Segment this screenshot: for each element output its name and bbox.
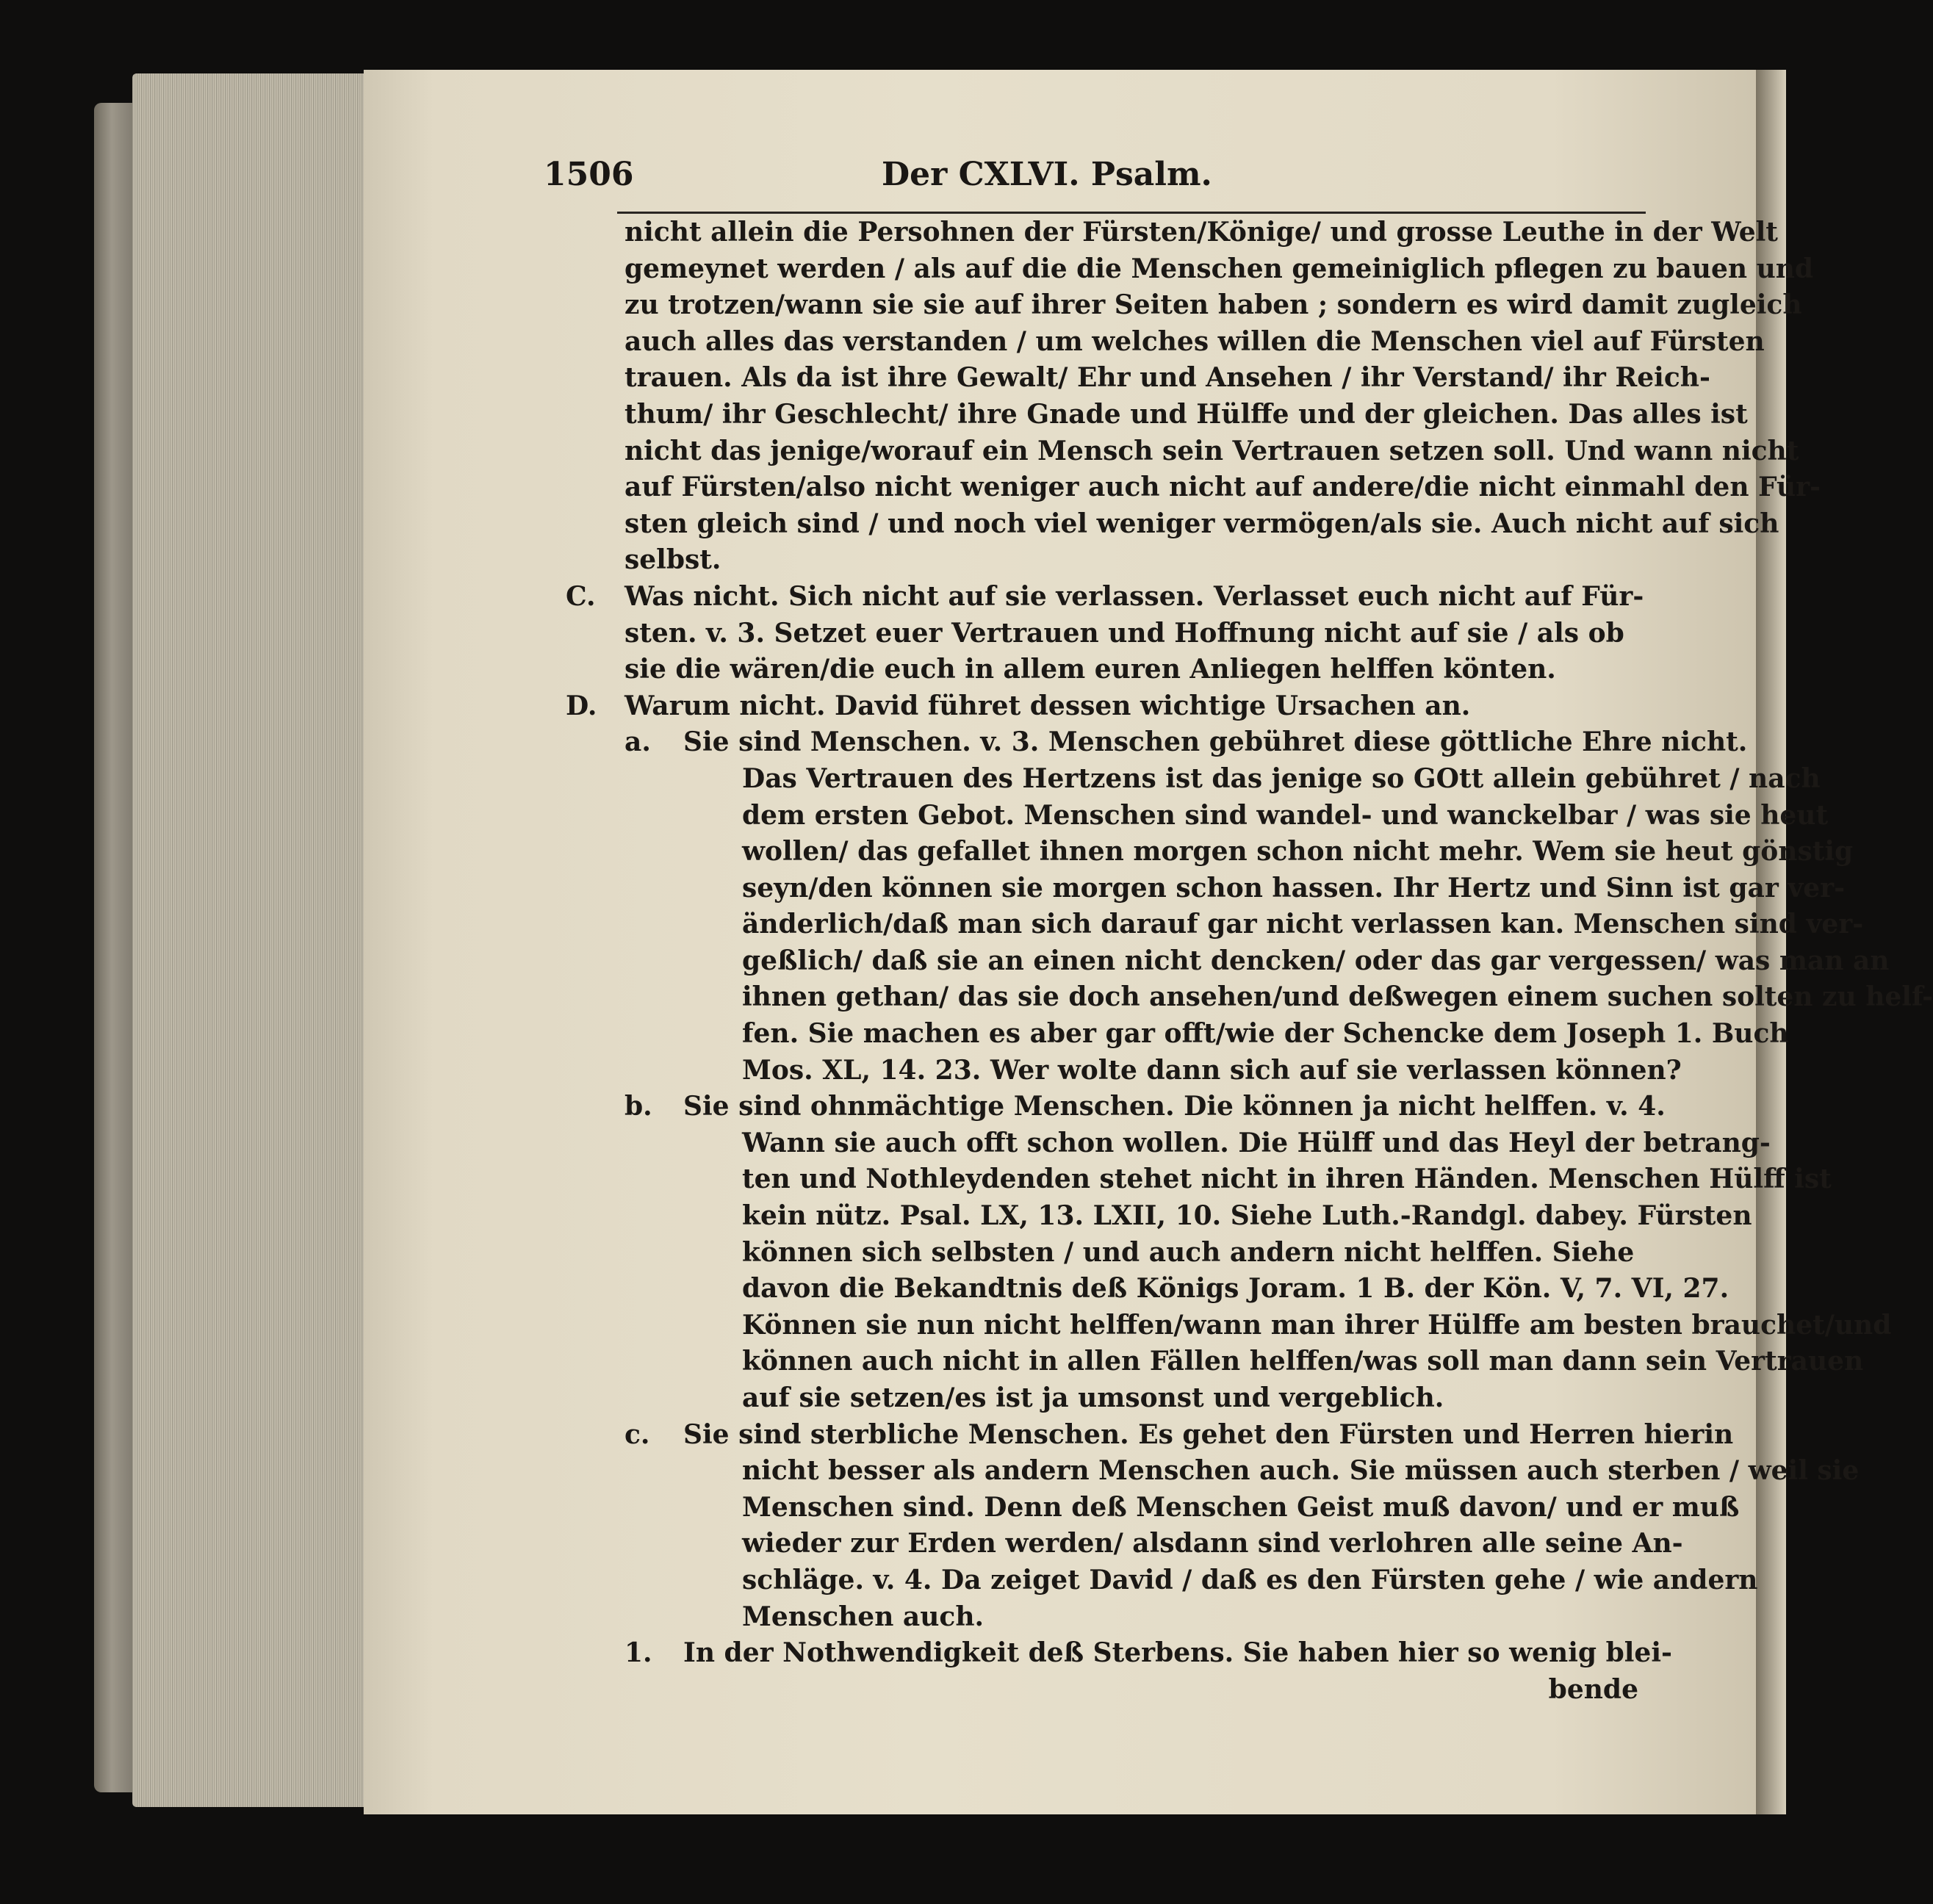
text-line xyxy=(624,287,1802,324)
text-line xyxy=(624,1635,1672,1672)
text-line xyxy=(742,834,1854,870)
text-line xyxy=(624,433,1799,470)
text-line xyxy=(624,214,1778,251)
line-text: seyn/den können sie morgen schon hassen. Ihr Hertz und Sinn ist gar ver- xyxy=(742,872,1846,904)
line-text: zu trotzen/wann sie sie auf ihrer Seiten haben ; sondern es wird damit zugleich xyxy=(624,289,1802,321)
text-line xyxy=(624,1089,1666,1125)
line-text: selbst. xyxy=(624,544,721,576)
line-text: wieder zur Erden werden/ alsdann sind verlohren alle seine An- xyxy=(742,1528,1683,1559)
text-line xyxy=(742,761,1821,798)
outline-marker: b. xyxy=(624,1091,652,1122)
text-line xyxy=(624,469,1821,506)
line-text: kein nütz. Psal. LX, 13. LXII, 10. Siehe Luth.-Randgl. dabey. Fürsten xyxy=(742,1200,1752,1232)
text-line xyxy=(624,324,1765,361)
line-text: änderlich/daß man sich darauf gar nicht verlassen kan. Menschen sind ver- xyxy=(742,909,1864,940)
text-line xyxy=(742,979,1933,1016)
text-line xyxy=(742,1380,1653,1417)
text-line xyxy=(566,688,1653,725)
header-rule xyxy=(617,212,1646,214)
line-text: sten gleich sind / und noch viel weniger vermögen/als sie. Auch nicht auf sich xyxy=(624,508,1779,539)
outline-marker: C. xyxy=(566,580,596,612)
line-text: Menschen sind. Denn deß Menschen Geist muß davon/ und er muß xyxy=(742,1491,1740,1523)
line-text: können auch nicht in allen Fällen helffen/was soll man dann sein Vertrauen xyxy=(742,1346,1864,1377)
line-text: trauen. Als da ist ihre Gewalt/ Ehr und Ansehen / ihr Verstand/ ihr Reich- xyxy=(624,362,1710,394)
line-text: Sie sind Menschen. v. 3. Menschen gebühret diese göttliche Ehre nicht. xyxy=(683,726,1748,758)
line-text: wollen/ das gefallet ihnen morgen schon nicht mehr. Wem sie heut gönstig xyxy=(742,836,1854,868)
text-line xyxy=(742,1308,1892,1344)
line-text: auch alles das verstanden / um welches willen die Menschen viel auf Fürsten xyxy=(624,325,1765,357)
text-line xyxy=(624,542,1653,579)
text-line xyxy=(742,1599,1653,1636)
line-text: Das Vertrauen des Hertzens ist das jenige so GOtt allein gebühret / nach xyxy=(742,762,1821,794)
line-text: können sich selbsten / und auch andern nicht helffen. Siehe xyxy=(742,1236,1635,1268)
text-line xyxy=(624,506,1779,543)
text-line xyxy=(742,943,1890,980)
line-text: nicht allein die Persohnen der Fürsten/Könige/ und grosse Leuthe in der Welt xyxy=(624,217,1778,248)
outline-marker: c. xyxy=(624,1418,650,1450)
line-text: schläge. v. 4. Da zeiget David / daß es den Fürsten gehe / wie andern xyxy=(742,1564,1758,1595)
text-line xyxy=(742,1235,1653,1272)
line-text: sie die wären/die euch in allem euren Anliegen helffen könten. xyxy=(624,654,1556,685)
book-cover-edge xyxy=(94,103,138,1792)
line-text: auf Fürsten/also nicht weniger auch nicht auf andere/die nicht einmahl den Für- xyxy=(624,472,1821,503)
text-line xyxy=(624,397,1748,433)
line-text: geßlich/ daß sie an einen nicht dencken/ oder das gar vergessen/ was man an xyxy=(742,945,1890,976)
text-line xyxy=(742,1161,1832,1198)
line-text: ihnen gethan/ das sie doch ansehen/und deßwegen einem suchen solten zu helf- xyxy=(742,981,1933,1013)
text-line xyxy=(624,1417,1734,1454)
text-line xyxy=(742,1198,1752,1235)
text-line xyxy=(742,1016,1789,1053)
text-line xyxy=(742,906,1864,943)
page-title: Der CXLVI. Psalm. xyxy=(882,156,1212,193)
text-line xyxy=(624,251,1814,288)
text-line xyxy=(742,1562,1758,1599)
text-line xyxy=(742,1053,1682,1089)
text-line xyxy=(742,1526,1683,1562)
text-line xyxy=(624,724,1748,761)
text-line xyxy=(566,579,1653,616)
line-text: Sie sind ohnmächtige Menschen. Die können ja nicht helffen. v. 4. xyxy=(683,1091,1666,1122)
line-text: dem ersten Gebot. Menschen sind wandel- und wanckelbar / was sie heut xyxy=(742,799,1829,831)
line-text: nicht besser als andern Menschen auch. Sie müssen auch sterben / weil sie xyxy=(742,1455,1860,1487)
text-line xyxy=(624,652,1653,688)
line-text: ten und Nothleydenden stehet nicht in ihren Händen. Menschen Hülff ist xyxy=(742,1164,1832,1195)
text-line xyxy=(624,616,1653,652)
page-number: 1506 xyxy=(544,156,634,193)
line-text: Was nicht. Sich nicht auf sie verlassen. Verlasset euch nicht auf Für- xyxy=(624,580,1644,612)
body-text xyxy=(566,214,1933,1708)
line-text: Mos. XL, 14. 23. Wer wolte dann sich auf sie verlassen können? xyxy=(742,1054,1682,1086)
text-line xyxy=(742,1344,1864,1380)
line-text: sten. v. 3. Setzet euer Vertrauen und Hoffnung nicht auf sie / als ob xyxy=(624,617,1624,649)
line-text: nicht das jenige/worauf ein Mensch sein Vertrauen setzen soll. Und wann nicht xyxy=(624,435,1799,466)
line-text: auf sie setzen/es ist ja umsonst und vergeblich. xyxy=(742,1382,1444,1413)
outline-marker: 1. xyxy=(624,1637,652,1669)
text-line xyxy=(742,1125,1771,1162)
line-text: Wann sie auch offt schon wollen. Die Hülff und das Heyl der betrang- xyxy=(742,1127,1771,1158)
line-text: In der Nothwendigkeit deß Sterbens. Sie haben hier so wenig blei- xyxy=(683,1637,1672,1669)
text-line xyxy=(624,360,1710,397)
line-text: Warum nicht. David führet dessen wichtige Ursachen an. xyxy=(624,690,1471,721)
line-text: Können sie nun nicht helffen/wann man ihrer Hülffe am besten brauchet/und xyxy=(742,1309,1892,1341)
text-line xyxy=(742,1672,1653,1709)
line-text: davon die Bekandtnis deß Königs Joram. 1 B. der Kön. V, 7. VI, 27. xyxy=(742,1273,1729,1305)
outline-marker: D. xyxy=(566,690,597,721)
outline-marker: a. xyxy=(624,726,651,758)
line-text: Sie sind sterbliche Menschen. Es gehet den Fürsten und Herren hierin xyxy=(683,1418,1734,1450)
text-line xyxy=(742,1453,1860,1490)
line-text: Menschen auch. xyxy=(742,1601,985,1632)
text-line xyxy=(742,1271,1729,1308)
text-line xyxy=(742,870,1846,907)
line-text: thum/ ihr Geschlecht/ ihre Gnade und Hülffe und der gleichen. Das alles ist xyxy=(624,398,1748,430)
page-block-edge xyxy=(132,73,375,1807)
text-line xyxy=(742,1490,1740,1526)
line-text: fen. Sie machen es aber gar offt/wie der Schencke dem Joseph 1. Buch xyxy=(742,1018,1789,1050)
text-line xyxy=(742,798,1829,834)
line-text: gemeynet werden / als auf die die Menschen gemeiniglich pflegen zu bauen und xyxy=(624,253,1814,284)
line-text: bende xyxy=(1548,1673,1638,1705)
